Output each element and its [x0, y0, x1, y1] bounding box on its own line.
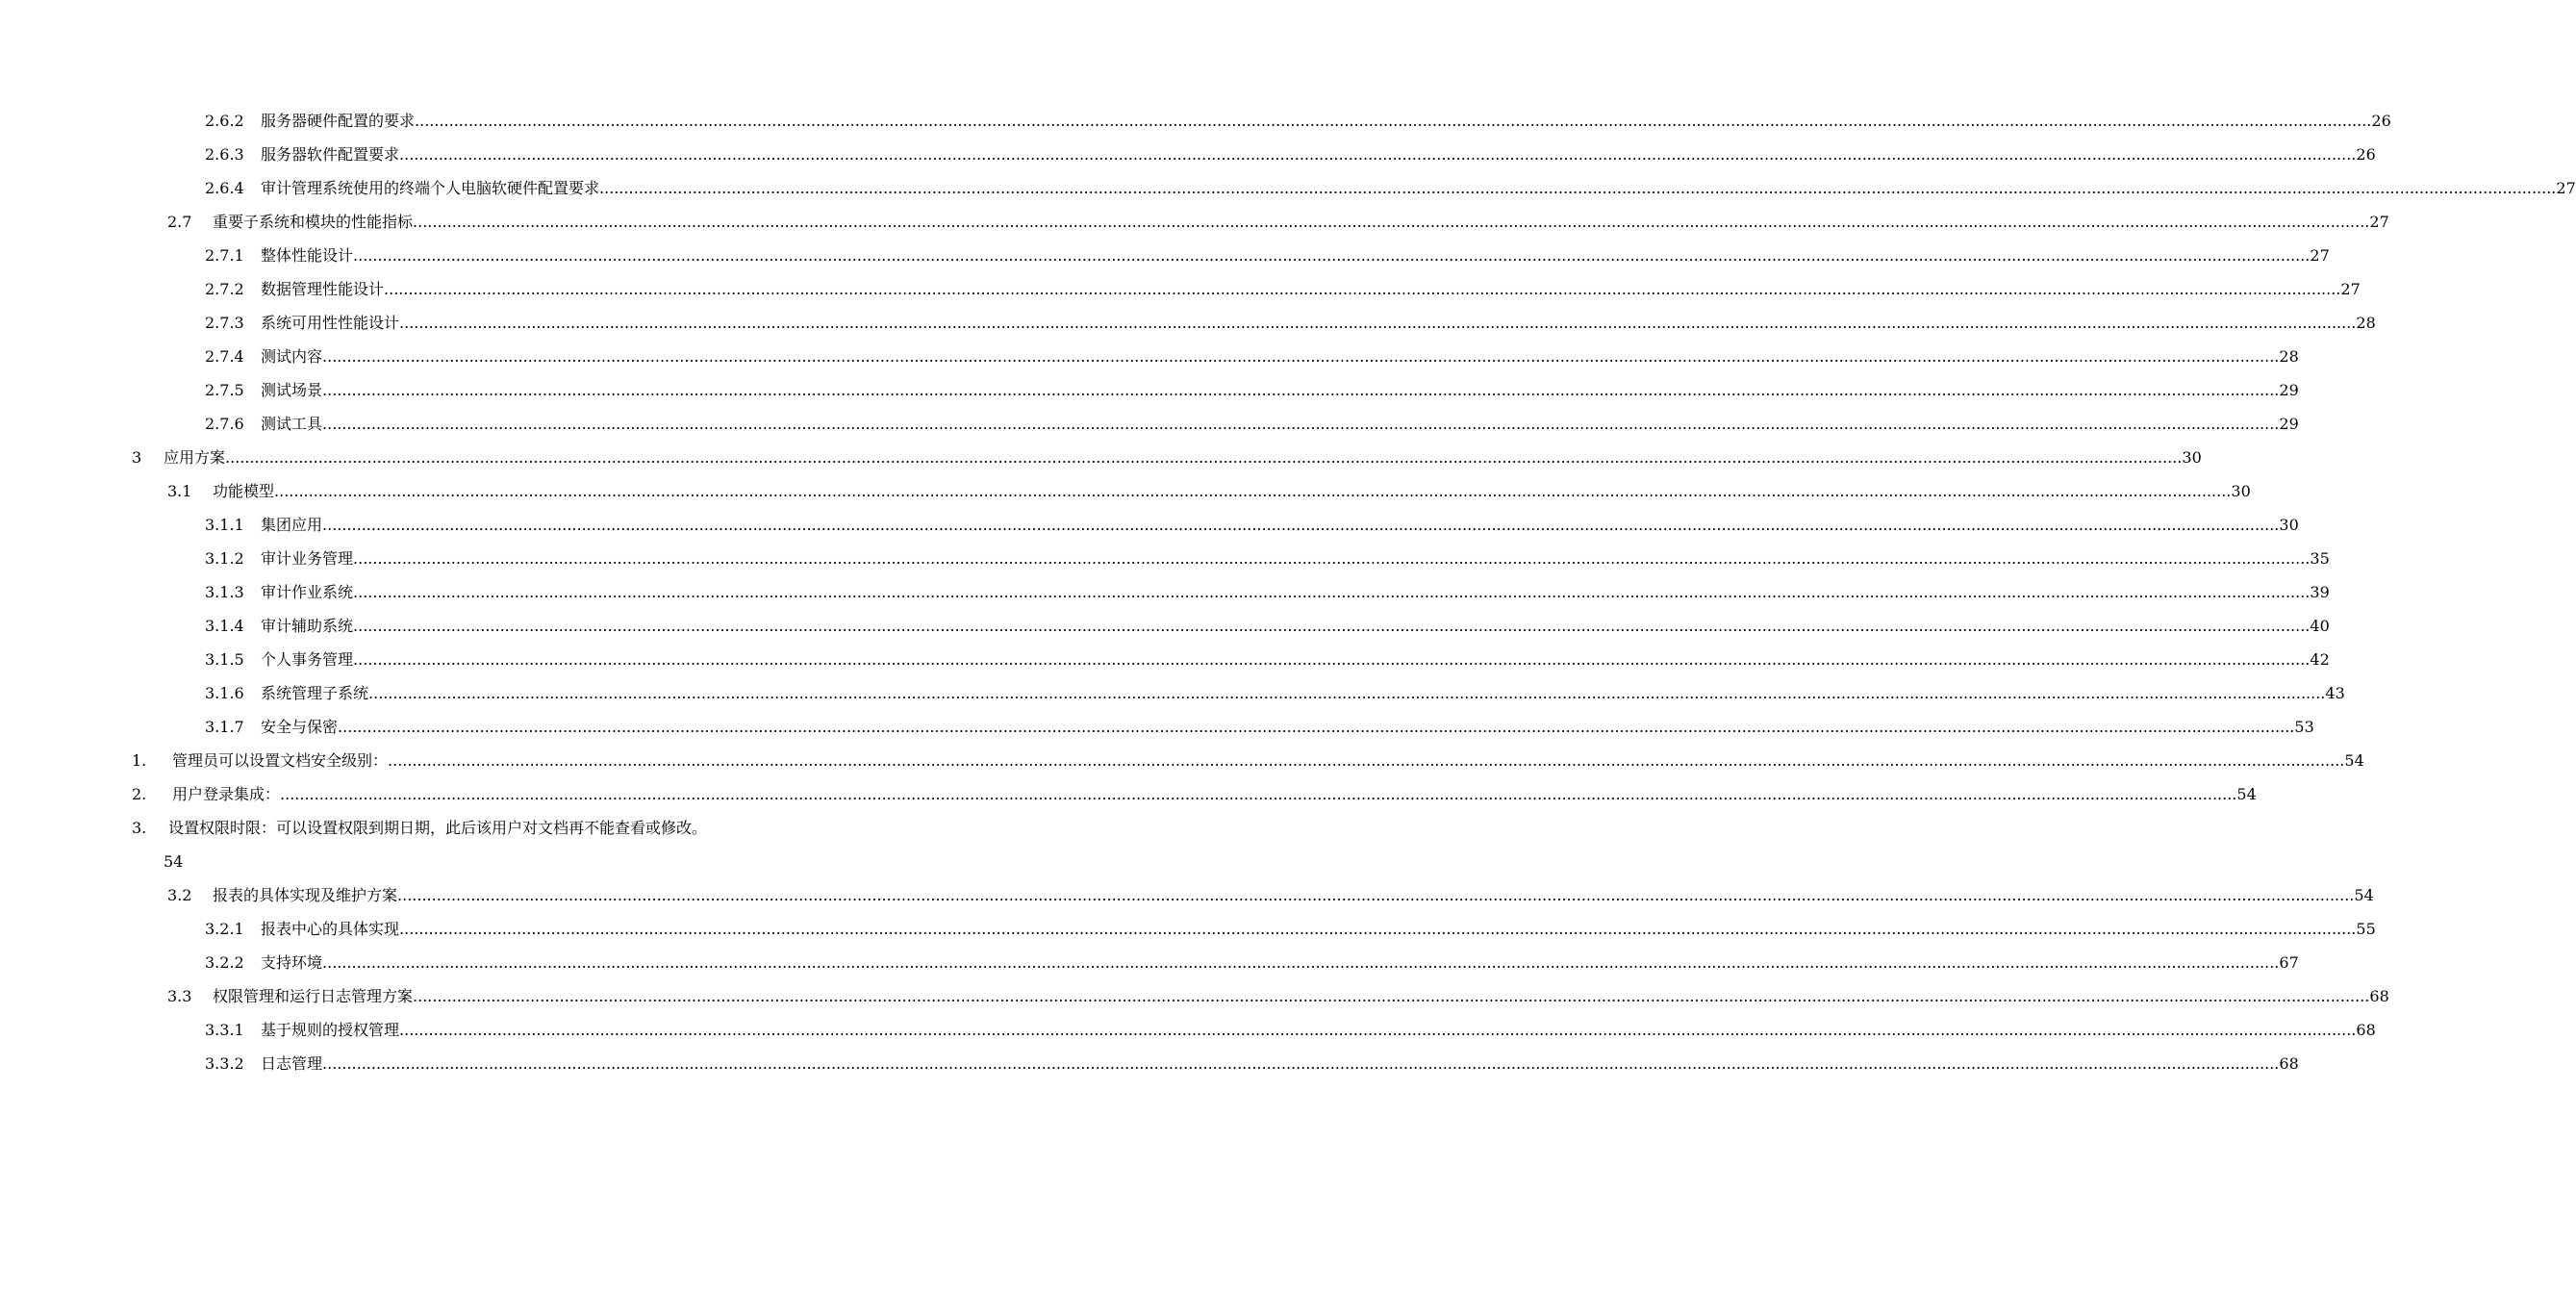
toc-entry-number: 3.2.2: [205, 953, 244, 972]
toc-entry[interactable]: [0, 643, 2330, 676]
toc-entry-title-row: [213, 205, 2389, 239]
toc-entry[interactable]: [0, 878, 2374, 912]
toc-entry-page-number: 68: [2356, 1021, 2376, 1039]
toc-entry-title-row: [261, 575, 2330, 609]
toc-entry-number: 3.1.2: [205, 549, 244, 568]
dot-leader: ................................................................................................................................................................................................................................................................................................................................................................................................................: [322, 415, 2280, 433]
toc-entry[interactable]: [0, 138, 2376, 171]
dot-leader: ................................................................................................................................................................................................................................................................................................................................................................................................................: [322, 516, 2280, 534]
toc-entry-number: 2.7.4: [205, 347, 244, 366]
toc-entry-title-row: [261, 272, 2361, 306]
toc-entry[interactable]: [0, 340, 2299, 373]
dot-leader: ................................................................................................................................................................................................................................................................................................................................................................................................................: [274, 482, 2232, 500]
toc-entry-title-row: [261, 542, 2330, 575]
dot-leader: ................................................................................................................................................................................................................................................................................................................................................................................................................: [399, 145, 2357, 164]
toc-entry-title: 安全与保密: [261, 718, 339, 736]
toc-entry-page-number: 26: [2356, 145, 2376, 164]
toc-entry-page-number: 68: [2279, 1054, 2299, 1073]
toc-entry-title-row: [261, 1013, 2376, 1047]
toc-entry-title: 报表中心的具体实现: [261, 920, 400, 938]
dot-leader: ................................................................................................................................................................................................................................................................................................................................................................................................................: [353, 650, 2311, 669]
toc-entry[interactable]: [0, 239, 2330, 272]
toc-entry-title-row: [164, 441, 2202, 474]
dot-leader: ................................................................................................................................................................................................................................................................................................................................................................................................................: [384, 280, 2341, 298]
toc-entry[interactable]: [0, 946, 2299, 979]
toc-entry-title: 重要子系统和模块的性能指标: [213, 213, 414, 231]
toc-entry-title-row: [261, 1047, 2299, 1080]
toc-entry-title: 测试工具: [261, 415, 323, 433]
dot-leader: ................................................................................................................................................................................................................................................................................................................................................................................................................: [322, 1054, 2280, 1073]
toc-entry-title-row: [261, 104, 2391, 138]
toc-entry-page-number: 42: [2310, 650, 2330, 669]
dot-leader: ................................................................................................................................................................................................................................................................................................................................................................................................................: [353, 583, 2311, 601]
toc-entry-title-row: [261, 609, 2330, 643]
toc-entry[interactable]: [0, 542, 2330, 575]
toc-entry-title-row: [261, 239, 2330, 272]
toc-entry-title-row: [261, 138, 2376, 171]
toc-entry-title: 数据管理性能设计: [261, 280, 385, 298]
toc-entry-page-number: 68: [2369, 987, 2389, 1005]
toc-entry-page-number: 43: [2325, 684, 2345, 702]
toc-entry-title-row: [261, 373, 2299, 407]
toc-entry-title: 整体性能设计: [261, 246, 354, 265]
toc-entry-title-row: [261, 946, 2299, 979]
toc-entry-number: 3.2: [167, 886, 192, 904]
toc-entry-page-number: 27: [2310, 246, 2330, 265]
toc-entry[interactable]: [0, 373, 2299, 407]
toc-entry-page-number: 54: [164, 852, 184, 871]
toc-entry-page-number: 30: [2182, 448, 2202, 467]
toc-entry[interactable]: [0, 1013, 2376, 1047]
toc-entry-title: 应用方案: [164, 448, 226, 467]
toc-entry-page-number: 27: [2556, 179, 2576, 197]
dot-leader: ................................................................................................................................................................................................................................................................................................................................................................................................................: [338, 718, 2295, 736]
toc-entry-title-row: [261, 912, 2376, 946]
toc-entry-title-row: [261, 340, 2299, 373]
dot-leader: ................................................................................................................................................................................................................................................................................................................................................................................................................: [599, 179, 2557, 197]
toc-entry-title: 测试场景: [261, 381, 323, 399]
dot-leader: ................................................................................................................................................................................................................................................................................................................................................................................................................: [353, 246, 2311, 265]
toc-entry-title-row: [261, 306, 2376, 340]
toc-entry[interactable]: [0, 575, 2330, 609]
toc-entry-number: 3.3.2: [205, 1054, 244, 1073]
dot-leader: ................................................................................................................................................................................................................................................................................................................................................................................................................: [353, 617, 2311, 635]
toc-entry-number: 2.7.3: [205, 314, 244, 332]
toc-entry-number: 2.7.5: [205, 381, 244, 399]
dot-leader: ................................................................................................................................................................................................................................................................................................................................................................................................................: [322, 381, 2280, 399]
toc-entry-page-number: 40: [2310, 617, 2330, 635]
toc-entry-number: 3.1.3: [205, 583, 244, 601]
toc-entry-title-row: [172, 744, 2364, 777]
toc-entry-number: 2.6.3: [205, 145, 244, 164]
toc-entry-page-number: 28: [2279, 347, 2299, 366]
toc-entry-title: 个人事务管理: [261, 650, 354, 669]
toc-entry-page-number: 67: [2279, 953, 2299, 972]
toc-entry-title-row: [172, 777, 2257, 811]
dot-leader: ................................................................................................................................................................................................................................................................................................................................................................................................................: [368, 684, 2326, 702]
toc-entry-title-row: [261, 407, 2299, 441]
toc-entry-number: 2.6.4: [205, 179, 244, 197]
toc-entry-number: 2.: [132, 785, 147, 803]
toc-entry[interactable]: [0, 609, 2330, 643]
toc-entry-page-number: 54: [2354, 886, 2374, 904]
dot-leader: ................................................................................................................................................................................................................................................................................................................................................................................................................: [399, 920, 2357, 938]
dot-leader: ................................................................................................................................................................................................................................................................................................................................................................................................................: [397, 886, 2355, 904]
toc-entry-title: 支持环境: [261, 953, 323, 972]
toc-entry-title-row: [213, 979, 2389, 1013]
toc-entry-page-number: 27: [2340, 280, 2361, 298]
table-of-contents: [0, 104, 2576, 1080]
toc-entry-title-row: [213, 474, 2251, 508]
toc-entry-number: 2.7.2: [205, 280, 244, 298]
toc-entry-number: 1.: [132, 751, 147, 770]
dot-leader: ................................................................................................................................................................................................................................................................................................................................................................................................................: [280, 785, 2237, 803]
dot-leader: ................................................................................................................................................................................................................................................................................................................................................................................................................: [388, 751, 2345, 770]
toc-entry-title: 系统可用性性能设计: [261, 314, 400, 332]
toc-entry-page-number: 39: [2310, 583, 2330, 601]
toc-entry-title: 服务器硬件配置的要求: [261, 112, 416, 130]
toc-entry[interactable]: [0, 272, 2361, 306]
toc-entry-page-number: 35: [2310, 549, 2330, 568]
toc-entry-title: 管理员可以设置文档安全级别：: [172, 751, 389, 770]
toc-entry-number: 3.3: [167, 987, 192, 1005]
toc-entry-title: 基于规则的授权管理: [261, 1021, 400, 1039]
dot-leader: ................................................................................................................................................................................................................................................................................................................................................................................................................: [413, 987, 2370, 1005]
toc-entry[interactable]: [0, 811, 914, 878]
toc-entry-title: 设置权限时限：可以设置权限到期日期，此后该用户对文档再不能查看或修改。: [168, 819, 708, 837]
toc-entry-page-number: 26: [2371, 112, 2391, 130]
toc-entry-page-number: 54: [2236, 785, 2257, 803]
toc-entry-page-number: 30: [2279, 516, 2299, 534]
toc-entry-number: 3.1.5: [205, 650, 244, 669]
toc-entry[interactable]: [0, 171, 2576, 205]
toc-entry-page-number: 29: [2279, 381, 2299, 399]
dot-leader: ................................................................................................................................................................................................................................................................................................................................................................................................................: [353, 549, 2311, 568]
toc-entry-title-row: [261, 171, 2576, 205]
toc-entry-number: 2.7.6: [205, 415, 244, 433]
toc-entry[interactable]: [0, 474, 2251, 508]
toc-entry-title: 审计管理系统使用的终端个人电脑软硬件配置要求: [261, 179, 600, 197]
toc-entry-title: 用户登录集成：: [172, 785, 281, 803]
toc-entry-title-row: [168, 811, 707, 845]
dot-leader: ................................................................................................................................................................................................................................................................................................................................................................................................................: [322, 347, 2280, 366]
toc-entry-number: 2.7: [167, 213, 192, 231]
toc-entry[interactable]: [0, 912, 2376, 946]
toc-entry-title-row: [213, 878, 2374, 912]
toc-entry-title: 功能模型: [213, 482, 275, 500]
toc-entry-page-number: 29: [2279, 415, 2299, 433]
toc-entry-number: 3.1: [167, 482, 192, 500]
toc-entry-number: 3.3.1: [205, 1021, 244, 1039]
toc-entry-number: 3.1.1: [205, 516, 244, 534]
toc-entry-title-row: [261, 710, 2314, 744]
toc-entry[interactable]: [0, 777, 2257, 811]
toc-entry[interactable]: [0, 441, 2202, 474]
dot-leader: ................................................................................................................................................................................................................................................................................................................................................................................................................: [415, 112, 2372, 130]
toc-entry-title: 系统管理子系统: [261, 684, 369, 702]
dot-leader: ................................................................................................................................................................................................................................................................................................................................................................................................................: [225, 448, 2183, 467]
toc-entry[interactable]: [0, 407, 2299, 441]
toc-entry-number: 2.7.1: [205, 246, 244, 265]
toc-entry-number: 3.1.7: [205, 718, 244, 736]
toc-entry-number: 3.2.1: [205, 920, 244, 938]
toc-entry-title-row: [261, 643, 2330, 676]
toc-entry-number: 3.1.6: [205, 684, 244, 702]
toc-entry-title: 日志管理: [261, 1054, 323, 1073]
toc-entry-number: 3.1.4: [205, 617, 244, 635]
toc-entry[interactable]: [0, 710, 2314, 744]
toc-entry-title: 权限管理和运行日志管理方案: [213, 987, 414, 1005]
toc-entry[interactable]: [0, 744, 2364, 777]
toc-entry-page-number: 55: [2356, 920, 2376, 938]
toc-entry-page-number: 54: [2344, 751, 2364, 770]
toc-entry-number: 3: [132, 448, 142, 467]
toc-entry-title: 服务器软件配置要求: [261, 145, 400, 164]
toc-entry-page-number: 53: [2294, 718, 2314, 736]
toc-entry[interactable]: [0, 205, 2389, 239]
toc-entry-title: 集团应用: [261, 516, 323, 534]
toc-entry-title: 测试内容: [261, 347, 323, 366]
dot-leader: ................................................................................................................................................................................................................................................................................................................................................................................................................: [399, 314, 2357, 332]
dot-leader: ................................................................................................................................................................................................................................................................................................................................................................................................................: [399, 1021, 2357, 1039]
toc-entry-number: 3.: [132, 819, 147, 837]
toc-entry-title: 审计业务管理: [261, 549, 354, 568]
toc-entry[interactable]: [0, 676, 2345, 710]
dot-leader: ................................................................................................................................................................................................................................................................................................................................................................................................................: [322, 953, 2280, 972]
toc-entry[interactable]: [0, 508, 2299, 542]
toc-entry[interactable]: [0, 104, 2391, 138]
toc-entry[interactable]: [0, 306, 2376, 340]
dot-leader: ................................................................................................................................................................................................................................................................................................................................................................................................................: [413, 213, 2370, 231]
toc-entry[interactable]: [0, 1047, 2299, 1080]
toc-entry-page-number: 30: [2231, 482, 2251, 500]
toc-entry-title: 审计辅助系统: [261, 617, 354, 635]
toc-entry-page-number: 28: [2356, 314, 2376, 332]
toc-entry-title-row: [261, 676, 2345, 710]
toc-entry-title: 审计作业系统: [261, 583, 354, 601]
toc-entry-title-row: [261, 508, 2299, 542]
toc-entry-number: 2.6.2: [205, 112, 244, 130]
toc-entry[interactable]: [0, 979, 2389, 1013]
toc-entry-page-number: 27: [2369, 213, 2389, 231]
toc-entry-title: 报表的具体实现及维护方案: [213, 886, 398, 904]
